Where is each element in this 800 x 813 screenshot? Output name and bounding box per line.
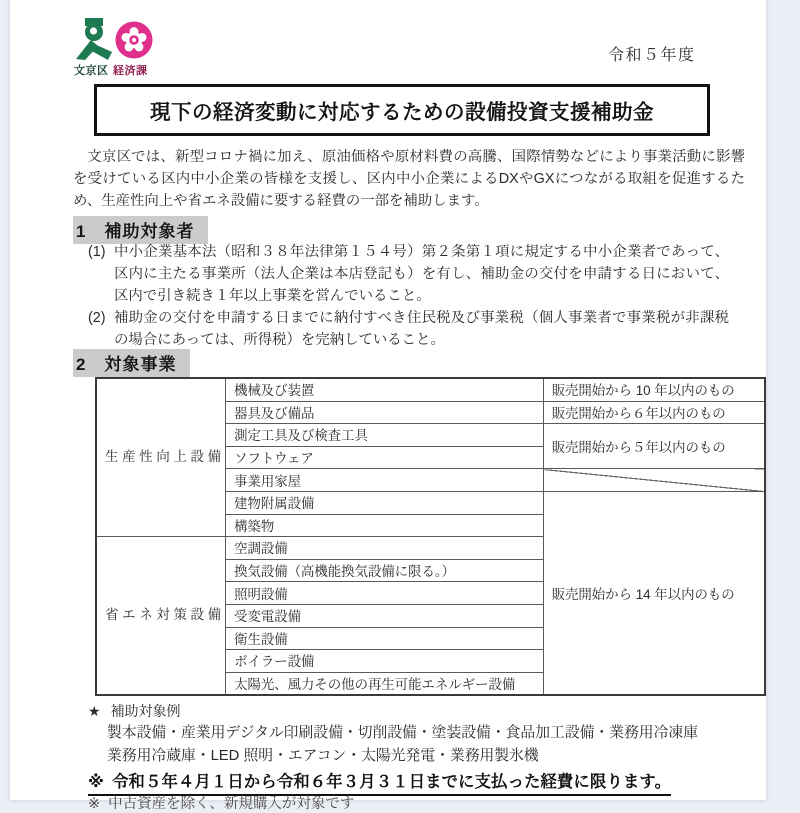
equipment-item-cell: ボイラー設備 xyxy=(226,650,544,673)
equipment-item-cell: 器具及び備品 xyxy=(226,401,544,424)
section1-heading: 1 補助対象者 xyxy=(73,216,208,244)
equipment-item-cell: 照明設備 xyxy=(226,582,544,605)
equipment-item-cell: 太陽光、風力その他の再生可能エネルギー設備 xyxy=(226,672,544,695)
group-label-cell: 生 産 性 向 上 設 備 xyxy=(96,378,226,537)
note-marker: ※ xyxy=(88,796,101,812)
examples-list xyxy=(107,722,747,768)
keizaika-flower-logo-icon xyxy=(115,21,153,59)
item-marker: (1) xyxy=(88,244,106,260)
note-text: 中古資産を除く、新規購入が対象です xyxy=(108,796,355,812)
equipment-item-cell: ソフトウェア xyxy=(226,446,544,469)
equipment-table-wrap xyxy=(95,377,766,696)
fiscal-year-label: 令和５年度 xyxy=(608,47,696,64)
division-logo-label: 経済課 xyxy=(113,65,148,77)
equipment-item-cell: 機械及び装置 xyxy=(226,378,544,401)
equipment-table xyxy=(95,377,766,696)
examples-heading-text: 補助対象例 xyxy=(110,703,181,719)
equipment-item-cell: 建物附属設備 xyxy=(226,491,544,514)
intro-paragraph: 文京区では、新型コロナ禍に加え、原油価格や原材料費の高騰、国際情勢などにより事業活動に影響を受けている区内中小企業の皆様を支援し、区内中小企業によるDXやGXにつながる取組を促進するため、生産性向上や省エネ設備に要する経費の一部を補助します。 xyxy=(73,149,745,209)
bunkyo-ward-logo-icon xyxy=(74,18,114,60)
examples-line-2: 業務用冷蔵庫・LED 照明・エアコン・太陽光発電・業務用製氷機 xyxy=(107,748,539,764)
note-marker: ※ xyxy=(88,773,105,791)
condition-cell-na xyxy=(543,469,765,492)
equipment-item-cell: 空調設備 xyxy=(226,537,544,560)
document-page xyxy=(10,0,766,812)
ward-logo-label: 文京区 xyxy=(74,65,109,77)
equipment-item-cell: 換気設備（高機能換気設備に限る。） xyxy=(226,559,544,582)
condition-cell: 販売開始から５年以内のもの xyxy=(543,424,765,469)
equipment-item-cell: 事業用家屋 xyxy=(226,469,544,492)
equipment-item-cell: 測定工具及び検査工具 xyxy=(226,424,544,447)
equipment-item-cell: 受変電設備 xyxy=(226,604,544,627)
logo-group xyxy=(74,16,164,76)
examples-line-1: 製本設備・産業用デジタル印刷設備・切削設備・塗装設備・食品加工設備・業務用冷凍庫 xyxy=(107,725,698,741)
equipment-item-cell: 衛生設備 xyxy=(226,627,544,650)
star-icon: ★ xyxy=(88,703,101,719)
title-box xyxy=(94,84,710,136)
section2-heading: 2 対象事業 xyxy=(73,349,190,377)
equipment-item-cell: 構築物 xyxy=(226,514,544,537)
item-text: 中小企業基本法（昭和３８年法律第１５４号）第２条第１項に規定する中小企業者であって、区内に主たる事業所（法人企業は本店登記も）を有し、補助金の交付を申請する日において、区内で引き続き１年以上事業を営んでいること。 xyxy=(114,244,729,304)
condition-cell: 販売開始から 14 年以内のもの xyxy=(543,491,765,695)
section1-item-2 xyxy=(88,307,751,351)
section1-item-1 xyxy=(88,241,751,307)
condition-cell: 販売開始から 10 年以内のもの xyxy=(543,378,765,401)
page-title: 現下の経済変動に対応するための設備投資支援補助金 xyxy=(150,101,654,124)
item-text: 補助金の交付を申請する日までに納付すべき住民税及び事業税（個人事業者で事業税が非課税の場合にあっては、所得税）を完納していること。 xyxy=(114,310,729,348)
section1-items xyxy=(88,241,751,351)
group-label-cell: 省 エ ネ 対 策 設 備 xyxy=(96,537,226,696)
item-marker: (2) xyxy=(88,310,106,326)
condition-cell: 販売開始から６年以内のもの xyxy=(543,401,765,424)
examples-heading xyxy=(88,701,181,721)
table-row xyxy=(96,378,765,401)
note-new-purchase xyxy=(88,792,354,813)
note-text: 令和５年４月１日から令和６年３月３１日までに支払った経費に限ります。 xyxy=(112,773,672,791)
